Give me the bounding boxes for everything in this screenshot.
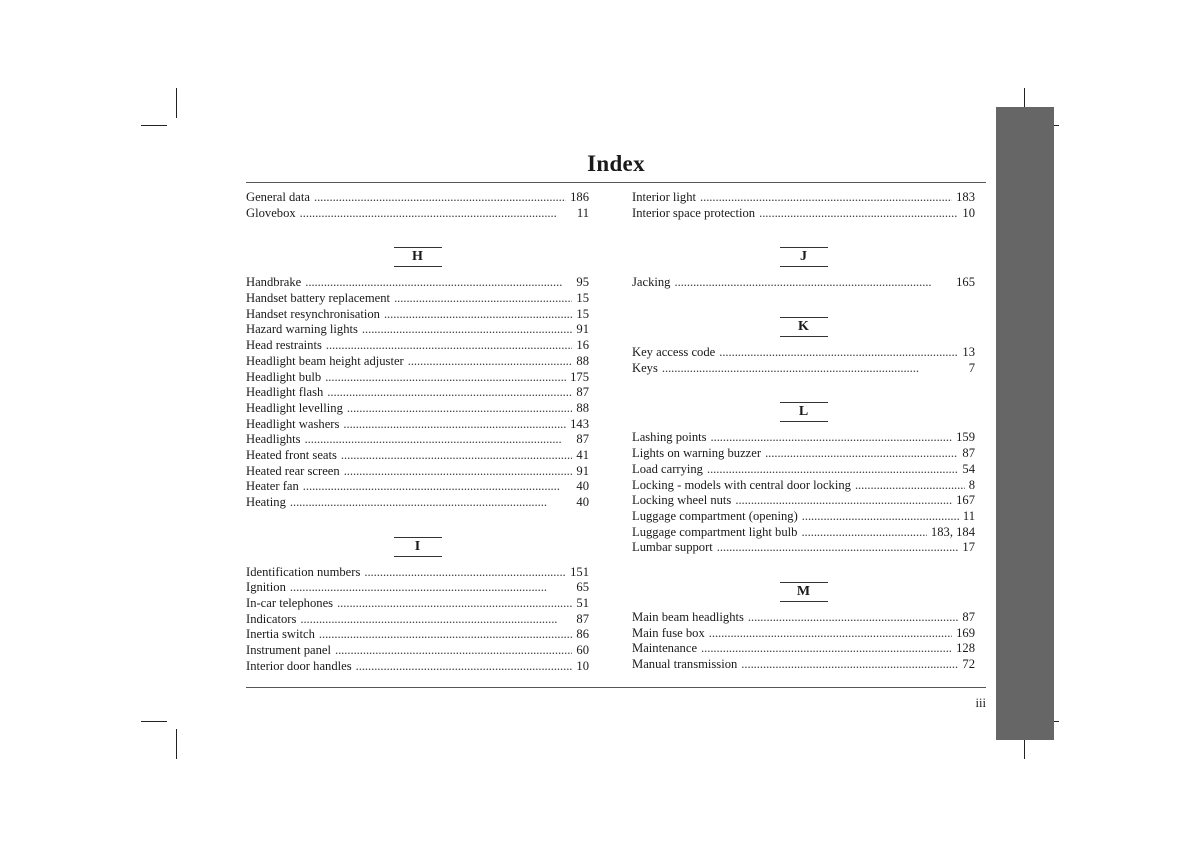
- index-entry-page: 11: [962, 508, 975, 523]
- index-entry-name: Glovebox: [246, 205, 296, 220]
- dot-leader: [765, 446, 958, 462]
- index-entry-name: Identification numbers: [246, 564, 361, 579]
- index-entry: [246, 659, 589, 675]
- dot-leader: [759, 206, 958, 222]
- index-entry-page: 11: [576, 205, 589, 220]
- index-entry: [246, 565, 589, 581]
- dot-leader: [674, 275, 952, 291]
- dot-leader: [802, 509, 959, 525]
- index-entry-name: Load carrying: [632, 461, 703, 476]
- index-column-left: [246, 190, 589, 675]
- index-entry-page: 87: [576, 385, 589, 400]
- index-entry: [632, 509, 975, 525]
- dot-leader: [356, 659, 573, 675]
- index-entry: [246, 291, 589, 307]
- footer-rule: [246, 687, 986, 688]
- index-entry: [632, 345, 975, 361]
- section-letter: H: [394, 247, 442, 267]
- index-entry-name: Headlight washers: [246, 416, 340, 431]
- index-entry-name: Heating: [246, 495, 286, 509]
- index-entry-name: Manual transmission: [632, 657, 738, 671]
- index-entry: [632, 525, 975, 541]
- index-entry-page: 15: [576, 291, 589, 306]
- index-entry-page: 13: [962, 345, 975, 360]
- dot-leader: [327, 385, 572, 401]
- index-entry: [632, 361, 975, 377]
- index-entry-page: 60: [576, 643, 589, 658]
- page-number: iii: [975, 696, 986, 710]
- index-entry-page: 143: [570, 416, 589, 431]
- index-entry-name: Lashing points: [632, 430, 707, 445]
- index-entry-name: Headlight levelling: [246, 400, 343, 415]
- section-letter-heading: [632, 582, 975, 602]
- index-entry-name: Hazard warning lights: [246, 322, 358, 337]
- index-entry-name: Heated front seats: [246, 447, 337, 462]
- index-entry-name: Headlights: [246, 432, 301, 447]
- index-entry-page: 87: [962, 609, 975, 624]
- index-entry: [632, 446, 975, 462]
- index-entry-name: Headlight flash: [246, 385, 324, 400]
- index-entry-page: 159: [956, 430, 975, 445]
- index-entry-page: 87: [576, 611, 589, 626]
- index-entry: [246, 190, 589, 206]
- index-entry: [246, 322, 589, 338]
- dot-leader: [717, 540, 959, 556]
- index-entry-name: Main fuse box: [632, 625, 705, 640]
- dot-leader: [707, 462, 958, 478]
- index-entry-page: 15: [576, 306, 589, 321]
- index-entry: [632, 657, 975, 673]
- index-entry-name: Interior space protection: [632, 205, 756, 220]
- dot-leader: [325, 370, 566, 386]
- dot-leader: [855, 478, 965, 494]
- dot-leader: [711, 430, 953, 446]
- index-entry: [632, 493, 975, 509]
- dot-leader: [290, 580, 573, 596]
- dot-leader: [701, 641, 952, 657]
- dot-leader: [408, 354, 573, 370]
- crop-mark: [176, 88, 177, 118]
- dot-leader: [290, 495, 573, 511]
- index-entry-name: Keys: [632, 360, 658, 375]
- index-entry-name: Locking - models with central door locking: [632, 477, 851, 492]
- index-entry-page: 91: [576, 322, 589, 337]
- index-entry-page: 175: [570, 369, 589, 384]
- index-entry: [246, 612, 589, 628]
- index-entry-name: Maintenance: [632, 641, 698, 656]
- section-letter: K: [780, 317, 828, 337]
- index-entry-page: 54: [962, 461, 975, 476]
- index-entry: [632, 190, 975, 206]
- section-letter-heading: [632, 247, 975, 267]
- dot-leader: [394, 291, 572, 307]
- index-entry-page: 95: [576, 275, 589, 290]
- index-entry-name: Jacking: [632, 275, 671, 290]
- index-entry: [632, 478, 975, 494]
- dot-leader: [337, 596, 572, 612]
- dot-leader: [801, 525, 926, 541]
- index-entry-page: 165: [956, 275, 975, 290]
- section-letter: M: [780, 582, 828, 602]
- dot-leader: [305, 275, 572, 291]
- index-entry-name: Inertia switch: [246, 627, 315, 642]
- section-letter-heading: [246, 537, 589, 557]
- index-entry-name: Handset resynchronisation: [246, 306, 380, 321]
- section-letter: I: [394, 537, 442, 557]
- index-entry-name: Heater fan: [246, 479, 299, 494]
- index-entry: [632, 430, 975, 446]
- index-entry: [246, 417, 589, 433]
- index-entry-name: Indicators: [246, 611, 297, 626]
- index-entry-page: 7: [968, 360, 975, 375]
- section-letter-heading: [246, 247, 589, 267]
- dot-leader: [300, 206, 573, 222]
- index-entry-page: 16: [576, 338, 589, 353]
- index-entry: [632, 540, 975, 556]
- index-entry-name: Luggage compartment light bulb: [632, 524, 798, 539]
- index-entry: [246, 580, 589, 596]
- dot-leader: [305, 432, 573, 448]
- index-entry-page: 10: [962, 205, 975, 220]
- index-entry-name: Lumbar support: [632, 540, 713, 555]
- index-entry-name: Instrument panel: [246, 643, 331, 658]
- dot-leader: [300, 612, 572, 628]
- header-rule: [246, 182, 986, 183]
- index-entry: [246, 479, 589, 495]
- index-entry-name: Head restraints: [246, 338, 322, 353]
- dot-leader: [384, 307, 572, 323]
- index-entry-name: General data: [246, 190, 310, 204]
- section-letter: L: [780, 402, 828, 422]
- section-letter-heading: [632, 402, 975, 422]
- dot-leader: [364, 565, 566, 581]
- index-entry: [246, 401, 589, 417]
- crop-mark: [176, 729, 177, 759]
- dot-leader: [303, 479, 573, 495]
- index-entry: [246, 464, 589, 480]
- index-entry-page: 183, 184: [930, 524, 975, 539]
- index-entry: [246, 627, 589, 643]
- index-entry-page: 88: [576, 353, 589, 368]
- index-entry: [632, 641, 975, 657]
- index-entry-page: 128: [956, 641, 975, 656]
- index-entry-page: 17: [962, 540, 975, 555]
- index-column-right: [632, 190, 975, 673]
- index-entry: [246, 432, 589, 448]
- index-entry-name: Interior door handles: [246, 658, 352, 673]
- index-entry: [246, 307, 589, 323]
- index-entry-name: Handbrake: [246, 275, 302, 290]
- crop-mark: [141, 125, 167, 126]
- section-letter-heading: [632, 317, 975, 337]
- dot-leader: [719, 345, 958, 361]
- index-entry: [246, 370, 589, 386]
- index-entry: [246, 354, 589, 370]
- index-entry: [632, 275, 975, 291]
- index-entry-page: 41: [576, 447, 589, 462]
- index-entry-page: 88: [576, 400, 589, 415]
- index-entry-name: Handset battery replacement: [246, 291, 391, 306]
- index-entry-name: Lights on warning buzzer: [632, 446, 762, 461]
- index-entry-name: Main beam headlights: [632, 609, 744, 624]
- index-entry: [246, 643, 589, 659]
- dot-leader: [341, 448, 572, 464]
- section-letter: J: [780, 247, 828, 267]
- index-entry-name: Headlight beam height adjuster: [246, 353, 404, 368]
- index-entry: [632, 626, 975, 642]
- index-entry: [246, 275, 589, 291]
- index-entry-page: 86: [576, 627, 589, 642]
- index-entry: [632, 206, 975, 222]
- index-entry-name: Locking wheel nuts: [632, 493, 732, 508]
- index-entry-page: 10: [576, 658, 589, 673]
- index-entry-page: 72: [962, 657, 975, 671]
- index-entry-name: In-car telephones: [246, 596, 334, 611]
- index-entry: [246, 206, 589, 222]
- index-entry-page: 183: [956, 190, 975, 204]
- index-entry-page: 40: [576, 479, 589, 494]
- page-title: Index: [587, 151, 645, 176]
- index-entry: [246, 385, 589, 401]
- dot-leader: [314, 190, 566, 206]
- index-entry-page: 87: [576, 432, 589, 447]
- dot-leader: [335, 643, 572, 659]
- dot-leader: [735, 493, 952, 509]
- index-entry-name: Heated rear screen: [246, 463, 340, 478]
- index-entry-page: 151: [570, 564, 589, 579]
- index-entry: [246, 448, 589, 464]
- index-entry: [246, 596, 589, 612]
- dot-leader: [347, 401, 573, 417]
- dot-leader: [319, 627, 573, 643]
- index-entry-page: 65: [576, 580, 589, 595]
- index-entry: [632, 610, 975, 626]
- dot-leader: [362, 322, 572, 338]
- dot-leader: [662, 361, 965, 377]
- index-entry-page: 186: [570, 190, 589, 204]
- dot-leader: [700, 190, 952, 206]
- index-entry: [246, 338, 589, 354]
- dot-leader: [741, 657, 958, 673]
- index-entry-page: 8: [968, 477, 975, 492]
- index-entry-name: Luggage compartment (opening): [632, 508, 798, 523]
- dot-leader: [709, 626, 952, 642]
- index-entry: [632, 462, 975, 478]
- dot-leader: [326, 338, 573, 354]
- dot-leader: [748, 610, 958, 626]
- index-entry-page: 40: [576, 495, 589, 509]
- index-entry-page: 51: [576, 596, 589, 611]
- index-entry-name: Key access code: [632, 345, 716, 360]
- crop-mark: [141, 721, 167, 722]
- index-entry-name: Headlight bulb: [246, 369, 322, 384]
- dot-leader: [344, 464, 573, 480]
- index-entry-name: Interior light: [632, 190, 697, 204]
- index-entry-name: Ignition: [246, 580, 286, 595]
- index-entry-page: 169: [956, 625, 975, 640]
- dot-leader: [343, 417, 566, 433]
- index-entry-page: 91: [576, 463, 589, 478]
- index-entry: [246, 495, 589, 511]
- index-entry-page: 87: [962, 446, 975, 461]
- index-entry-page: 167: [956, 493, 975, 508]
- side-thumb-tab: [996, 107, 1054, 740]
